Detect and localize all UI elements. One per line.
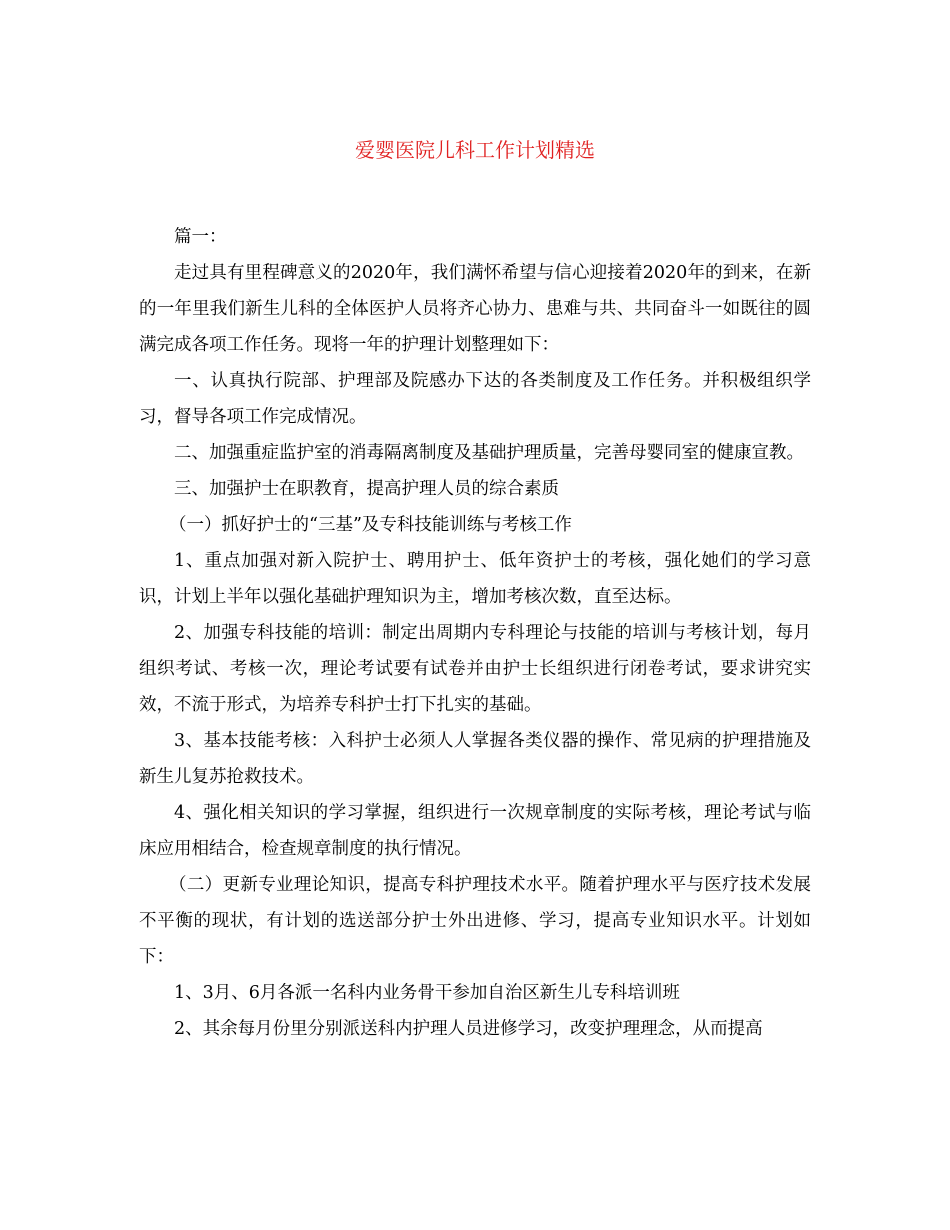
list-item-2: 2、加强专科技能的培训：制定出周期内专科理论与技能的培训与考核计划，每月组织考试、考核一次，理论考试要有试卷并由护士长组织进行闭卷考试，要求讲究实效，不流于形式，为培养专科护士打下扎实的基础。 (139, 623, 811, 715)
sub-heading-two: （二）更新专业理论知识，提高专科护理技术水平。随着护理水平与医疗技术发展不平衡的现状，有计划的选送部分护士外出进修、学习，提高专业知识水平。计划如下： (139, 875, 811, 967)
intro-paragraph: 走过具有里程碑意义的2020年，我们满怀希望与信心迎接着2020年的到来，在新的一年里我们新生儿科的全体医护人员将齐心协力、患难与共、共同奋斗一如既往的圆满完成各项工作任务。现将一年的护理计划整理如下： (139, 263, 811, 355)
item-three-paragraph: 三、加强护士在职教育，提高护理人员的综合素质 (174, 479, 559, 499)
plan-item-2: 2、其余每月份里分别派送科内护理人员进修学习，改变护理理念，从而提高 (174, 1019, 763, 1039)
item-one-paragraph: 一、认真执行院部、护理部及院感办下达的各类制度及工作任务。并积极组织学习，督导各项工作完成情况。 (139, 371, 811, 427)
sub-heading-one: （一）抓好护士的“三基”及专科技能训练与考核工作 (169, 515, 572, 535)
item-two-paragraph: 二、加强重症监护室的消毒隔离制度及基础护理质量，完善母婴同室的健康宣教。 (174, 443, 804, 463)
document-body (139, 219, 811, 1047)
section-label: 篇一： (174, 227, 227, 247)
plan-item-1: 1、3月、6月各派一名科内业务骨干参加自治区新生儿专科培训班 (174, 983, 680, 1003)
list-item-3: 3、基本技能考核：入科护士必须人人掌握各类仪器的操作、常见病的护理措施及新生儿复苏抢救技术。 (139, 731, 811, 787)
document-title: 爱婴医院儿科工作计划精选 (355, 138, 595, 162)
list-item-4: 4、强化相关知识的学习掌握，组织进行一次规章制度的实际考核，理论考试与临床应用相结合，检查规章制度的执行情况。 (139, 803, 811, 859)
list-item-1: 1、重点加强对新入院护士、聘用护士、低年资护士的考核，强化她们的学习意识，计划上半年以强化基础护理知识为主，增加考核次数，直至达标。 (139, 551, 811, 607)
